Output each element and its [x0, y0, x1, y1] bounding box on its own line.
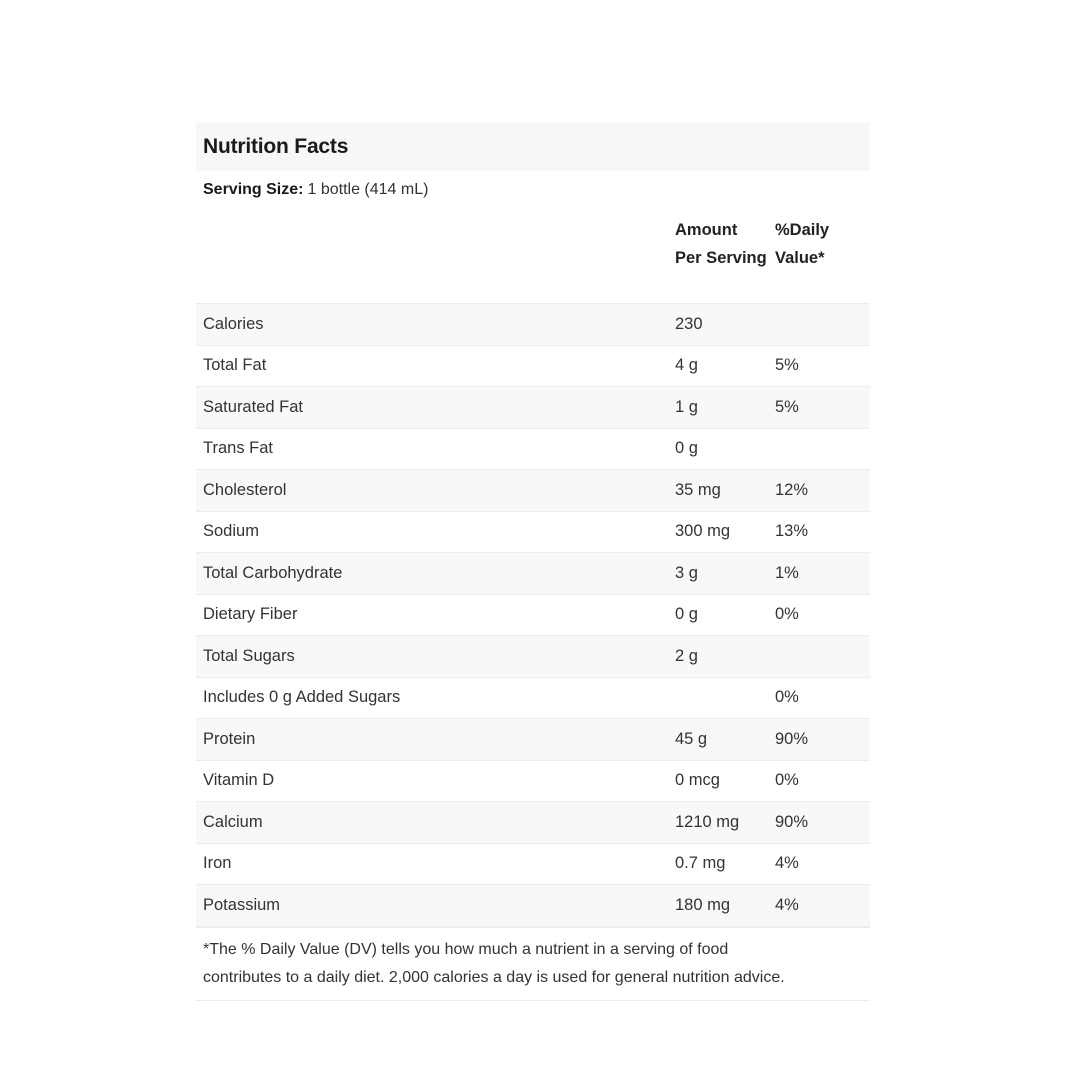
nutrient-name: Trans Fat [203, 439, 273, 458]
footnote-line-1: *The % Daily Value (DV) tells you how much a nutrient in a serving of food [203, 940, 729, 958]
nutrient-amount: 230 [675, 314, 703, 333]
nutrient-daily-value: 0% [775, 771, 799, 790]
nutrient-amount: 0 g [675, 439, 698, 458]
table-row [196, 345, 870, 387]
table-row [196, 843, 870, 885]
header-amount-per-serving: Amount Per Serving [675, 221, 767, 267]
table-row [196, 304, 870, 346]
table-row [196, 760, 870, 802]
table-row [196, 428, 870, 470]
nutrient-amount: 3 g [675, 563, 698, 582]
nutrient-amount: 0 mcg [675, 771, 720, 790]
nutrient-daily-value: 13% [775, 522, 809, 541]
table-row [196, 719, 870, 761]
nutrient-daily-value: 5% [775, 356, 799, 375]
serving-size-value: 1 bottle (414 mL) [307, 181, 429, 198]
footnote-line-2: contributes to a daily diet. 2,000 calories a day is used for general nutrition advice. [203, 968, 785, 986]
nutrient-name: Vitamin D [203, 771, 275, 790]
nutrient-daily-value [768, 304, 870, 346]
nutrient-daily-value: 12% [775, 480, 809, 499]
nutrition-title: Nutrition Facts [196, 122, 870, 171]
table-row [196, 636, 870, 678]
nutrient-name: Total Fat [203, 356, 267, 375]
nutrient-name: Calcium [203, 812, 263, 831]
nutrient-amount: 1210 mg [675, 812, 740, 831]
nutrient-daily-value: 90% [775, 812, 809, 831]
daily-value-footnote [196, 927, 870, 1001]
nutrient-amount: 1 g [675, 397, 698, 416]
nutrient-daily-value: 90% [775, 729, 809, 748]
nutrient-name: Sodium [203, 522, 259, 541]
nutrient-amount: 0.7 mg [675, 854, 726, 873]
nutrient-name: Dietary Fiber [203, 605, 298, 624]
table-row [196, 594, 870, 636]
nutrient-amount: 0 g [675, 605, 698, 624]
table-row [196, 470, 870, 512]
nutrition-facts-panel [196, 122, 870, 1001]
nutrient-daily-value [768, 428, 870, 470]
nutrient-name: Saturated Fat [203, 397, 303, 416]
nutrient-daily-value: 4% [775, 895, 799, 914]
nutrient-name: Cholesterol [203, 480, 287, 499]
nutrient-amount: 2 g [675, 646, 698, 665]
header-nutrient [196, 209, 668, 304]
nutrient-name: Potassium [203, 895, 281, 914]
nutrient-amount: 45 g [675, 729, 708, 748]
nutrient-amount: 300 mg [675, 522, 731, 541]
table-row [196, 885, 870, 927]
nutrient-name: Iron [203, 854, 232, 873]
nutrient-name: Includes 0 g Added Sugars [203, 688, 401, 707]
nutrient-name: Protein [203, 729, 256, 748]
table-row [196, 802, 870, 844]
nutrient-name: Calories [203, 314, 264, 333]
nutrient-daily-value: 4% [775, 854, 799, 873]
table-row [196, 511, 870, 553]
nutrient-amount: 35 mg [675, 480, 721, 499]
serving-size [196, 171, 870, 209]
nutrient-amount: 4 g [675, 356, 698, 375]
nutrient-daily-value: 5% [775, 397, 799, 416]
nutrition-table [196, 209, 870, 927]
table-body [196, 304, 870, 927]
nutrient-daily-value: 0% [775, 605, 799, 624]
serving-size-label: Serving Size: [203, 181, 304, 198]
table-row [196, 553, 870, 595]
nutrient-amount [668, 677, 768, 719]
nutrient-daily-value [768, 636, 870, 678]
nutrient-daily-value: 0% [775, 688, 799, 707]
nutrient-amount: 180 mg [675, 895, 731, 914]
nutrient-name: Total Sugars [203, 646, 295, 665]
table-row [196, 387, 870, 429]
table-header-row [196, 209, 870, 304]
nutrient-daily-value: 1% [775, 563, 799, 582]
header-daily-value: %Daily Value* [775, 221, 830, 267]
table-row [196, 677, 870, 719]
nutrient-name: Total Carbohydrate [203, 563, 343, 582]
